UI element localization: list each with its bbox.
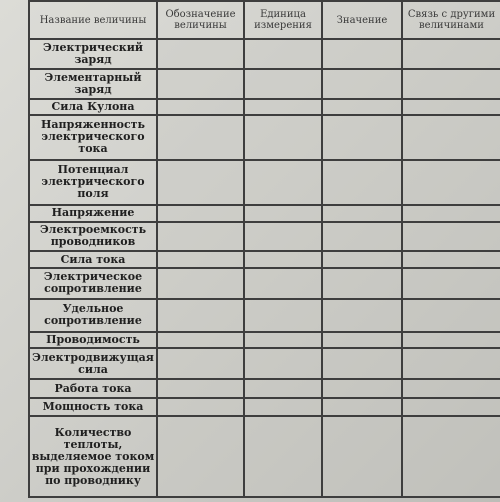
value-cell[interactable]	[322, 268, 402, 299]
unit-cell[interactable]	[244, 251, 322, 268]
quantity-name: Проводимость	[29, 332, 157, 349]
symbol-cell[interactable]	[157, 160, 244, 205]
unit-cell[interactable]	[244, 99, 322, 116]
unit-cell[interactable]	[244, 416, 322, 497]
quantity-name: Сила тока	[29, 251, 157, 268]
value-cell[interactable]	[322, 205, 402, 222]
value-cell[interactable]	[322, 99, 402, 116]
symbol-cell[interactable]	[157, 222, 244, 252]
relation-cell[interactable]	[402, 251, 500, 268]
relation-cell[interactable]	[402, 99, 500, 116]
unit-cell[interactable]	[244, 222, 322, 252]
symbol-cell[interactable]	[157, 205, 244, 222]
quantity-name: Сила Кулона	[29, 99, 157, 116]
unit-cell[interactable]	[244, 160, 322, 205]
table-row	[29, 299, 500, 332]
unit-cell[interactable]	[244, 348, 322, 379]
table-row	[29, 99, 500, 116]
quantity-name: Электродвижущая сила	[29, 348, 157, 379]
symbol-cell[interactable]	[157, 268, 244, 299]
value-cell[interactable]	[322, 348, 402, 379]
value-cell[interactable]	[322, 416, 402, 497]
table-row	[29, 115, 500, 159]
header-relation: Связь с другими величинами	[402, 1, 500, 39]
header-row	[29, 1, 500, 39]
header-value: Значение	[322, 1, 402, 39]
relation-cell[interactable]	[402, 115, 500, 159]
unit-cell[interactable]	[244, 268, 322, 299]
relation-cell[interactable]	[402, 39, 500, 69]
relation-cell[interactable]	[402, 379, 500, 398]
quantity-name: Удельное сопротивление	[29, 299, 157, 332]
relation-cell[interactable]	[402, 205, 500, 222]
symbol-cell[interactable]	[157, 39, 244, 69]
symbol-cell[interactable]	[157, 379, 244, 398]
table-row	[29, 205, 500, 222]
quantity-name: Напряжение	[29, 205, 157, 222]
symbol-cell[interactable]	[157, 398, 244, 417]
quantity-name: Электрический заряд	[29, 39, 157, 69]
quantity-name: Электрическое сопротивление	[29, 268, 157, 299]
value-cell[interactable]	[322, 251, 402, 268]
symbol-cell[interactable]	[157, 251, 244, 268]
unit-cell[interactable]	[244, 69, 322, 99]
unit-cell[interactable]	[244, 39, 322, 69]
quantity-name: Количество теплоты, выделяемое током при прохождении по проводнику	[29, 416, 157, 497]
unit-cell[interactable]	[244, 299, 322, 332]
table-row	[29, 379, 500, 398]
quantities-table	[28, 0, 500, 498]
relation-cell[interactable]	[402, 416, 500, 497]
relation-cell[interactable]	[402, 268, 500, 299]
table-row	[29, 268, 500, 299]
table-row	[29, 69, 500, 99]
table-row	[29, 160, 500, 205]
unit-cell[interactable]	[244, 205, 322, 222]
header-quantity-name: Название величины	[29, 1, 157, 39]
table-row	[29, 416, 500, 497]
value-cell[interactable]	[322, 222, 402, 252]
symbol-cell[interactable]	[157, 299, 244, 332]
symbol-cell[interactable]	[157, 99, 244, 116]
value-cell[interactable]	[322, 160, 402, 205]
table-row	[29, 222, 500, 252]
relation-cell[interactable]	[402, 348, 500, 379]
table-row	[29, 251, 500, 268]
value-cell[interactable]	[322, 39, 402, 69]
value-cell[interactable]	[322, 299, 402, 332]
symbol-cell[interactable]	[157, 69, 244, 99]
value-cell[interactable]	[322, 115, 402, 159]
value-cell[interactable]	[322, 69, 402, 99]
symbol-cell[interactable]	[157, 115, 244, 159]
quantity-name: Мощность тока	[29, 398, 157, 417]
relation-cell[interactable]	[402, 332, 500, 349]
quantity-name: Элементарный заряд	[29, 69, 157, 99]
relation-cell[interactable]	[402, 398, 500, 417]
unit-cell[interactable]	[244, 115, 322, 159]
value-cell[interactable]	[322, 332, 402, 349]
symbol-cell[interactable]	[157, 416, 244, 497]
table-row	[29, 398, 500, 417]
relation-cell[interactable]	[402, 222, 500, 252]
quantity-name: Потенциал электрического поля	[29, 160, 157, 205]
unit-cell[interactable]	[244, 398, 322, 417]
relation-cell[interactable]	[402, 160, 500, 205]
value-cell[interactable]	[322, 379, 402, 398]
quantity-name: Напряженность электрического тока	[29, 115, 157, 159]
table-row	[29, 348, 500, 379]
table-row	[29, 39, 500, 69]
table-row	[29, 332, 500, 349]
unit-cell[interactable]	[244, 332, 322, 349]
header-unit: Единица измерения	[244, 1, 322, 39]
symbol-cell[interactable]	[157, 332, 244, 349]
relation-cell[interactable]	[402, 299, 500, 332]
header-symbol: Обозначение величины	[157, 1, 244, 39]
symbol-cell[interactable]	[157, 348, 244, 379]
value-cell[interactable]	[322, 398, 402, 417]
quantity-name: Работа тока	[29, 379, 157, 398]
quantity-name: Электроемкость проводников	[29, 222, 157, 252]
relation-cell[interactable]	[402, 69, 500, 99]
unit-cell[interactable]	[244, 379, 322, 398]
